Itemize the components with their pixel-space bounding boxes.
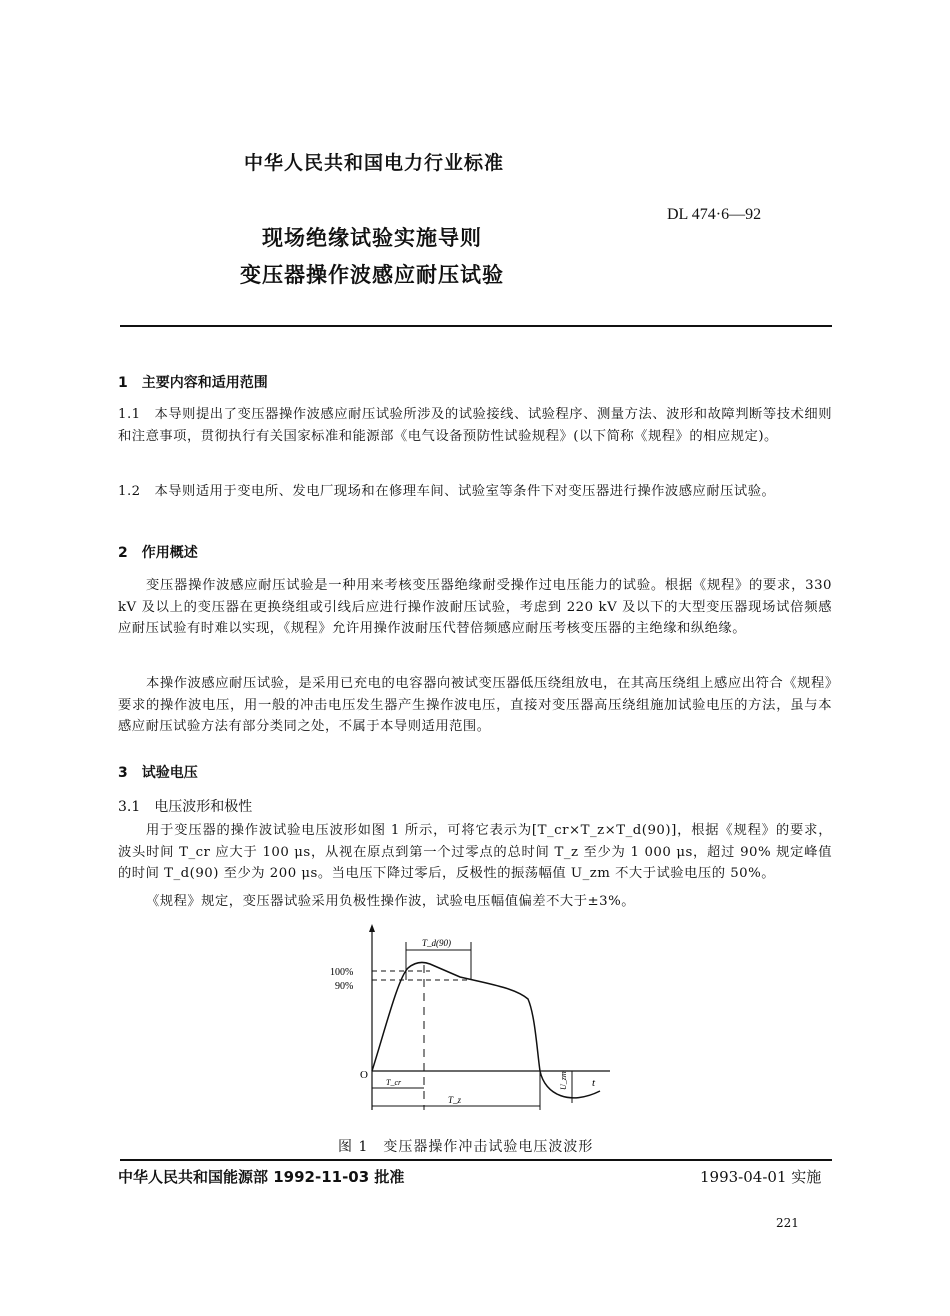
standard-org: 中华人民共和国电力行业标准 <box>244 152 505 174</box>
document-title-line2: 变压器操作波感应耐压试验 <box>240 263 504 287</box>
section-1-1-text: 1.1 本导则提出了变压器操作波感应耐压试验所涉及的试验接线、试验程序、测量方法、波形和故障判断等技术细则和注意事项，贯彻执行有关国家标准和能源部《电气设备预防性试验规程》(以下简称《规程》的相应规定)。 <box>118 407 832 444</box>
section-2-heading: 2 作用概述 <box>118 545 198 561</box>
label-90: 90% <box>335 981 354 992</box>
waveform-figure <box>330 920 620 1125</box>
section-1-2-text: 1.2 本导则适用于变电所、发电厂现场和在修理车间、试验室等条件下对变压器进行操作波感应耐压试验。 <box>118 484 776 499</box>
header-divider <box>120 325 832 327</box>
section-3-1-heading: 3.1 电压波形和极性 <box>118 799 253 815</box>
label-100: 100% <box>330 967 354 978</box>
section-3-1-paragraph-2: 《规程》规定，变压器试验采用负极性操作波，试验电压幅值偏差不大于±3%。 <box>146 894 636 909</box>
footer-divider <box>120 1159 832 1161</box>
label-uzm: U_zm <box>559 1071 568 1090</box>
section-2-paragraph-2: 本操作波感应耐压试验，是采用已充电的电容器向被试变压器低压绕组放电，在其高压绕组上感应出符合《规程》要求的操作波电压，用一般的冲击电压发生器产生操作波电压，直接对变压器高压绕组施加试验电压的方法，虽与本感应耐压试验方法有部分类同之处，不属于本导则适用范围。 <box>118 676 832 734</box>
footer-issuer: 中华人民共和国能源部 1992-11-03 批准 <box>118 1168 405 1186</box>
figure-caption: 图 1 变压器操作冲击试验电压波波形 <box>338 1139 594 1155</box>
footer-effective-date: 1993-04-01 实施 <box>700 1168 822 1186</box>
label-tz: T_z <box>448 1095 462 1105</box>
section-2-paragraph-1: 变压器操作波感应耐压试验是一种用来考核变压器绝缘耐受操作过电压能力的试验。根据《规程》的要求，330 kV 及以上的变压器在更换绕组或引线后应进行操作波耐压试验，考虑到 220 kV 及以下的大型变压器现场试倍频感应耐压试验有时难以实现，《规程》允许用操作波耐压代替倍频感应耐压考核变压器的主绝缘和纵绝缘。 <box>118 578 832 636</box>
label-td90: T_d(90) <box>422 938 451 948</box>
y-axis-arrow <box>369 924 375 932</box>
standard-code: DL 474·6—92 <box>667 206 762 223</box>
page-number: 221 <box>776 1216 799 1230</box>
label-origin: O <box>360 1069 368 1081</box>
section-1-heading: 1 主要内容和适用范围 <box>118 375 268 391</box>
section-3-1-paragraph-1: 用于变压器的操作波试验电压波形如图 1 所示，可将它表示为[T_cr×T_z×T_d(90)]，根据《规程》的要求，波头时间 T_cr 应大于 100 μs，从视在原点到第一个过零点的总时间 T_z 至少为 1 000 μs，超过 90% 规定峰值的时间 T_d(90) 至少为 200 μs。当电压下降过零后，反极性的振荡幅值 U_zm 不大于试验电压的 50%。 <box>118 823 832 881</box>
label-t: t <box>592 1077 596 1089</box>
section-3-heading: 3 试验电压 <box>118 765 198 781</box>
label-tcr: T_cr <box>386 1078 402 1087</box>
document-title-line1: 现场绝缘试验实施导则 <box>262 226 482 250</box>
